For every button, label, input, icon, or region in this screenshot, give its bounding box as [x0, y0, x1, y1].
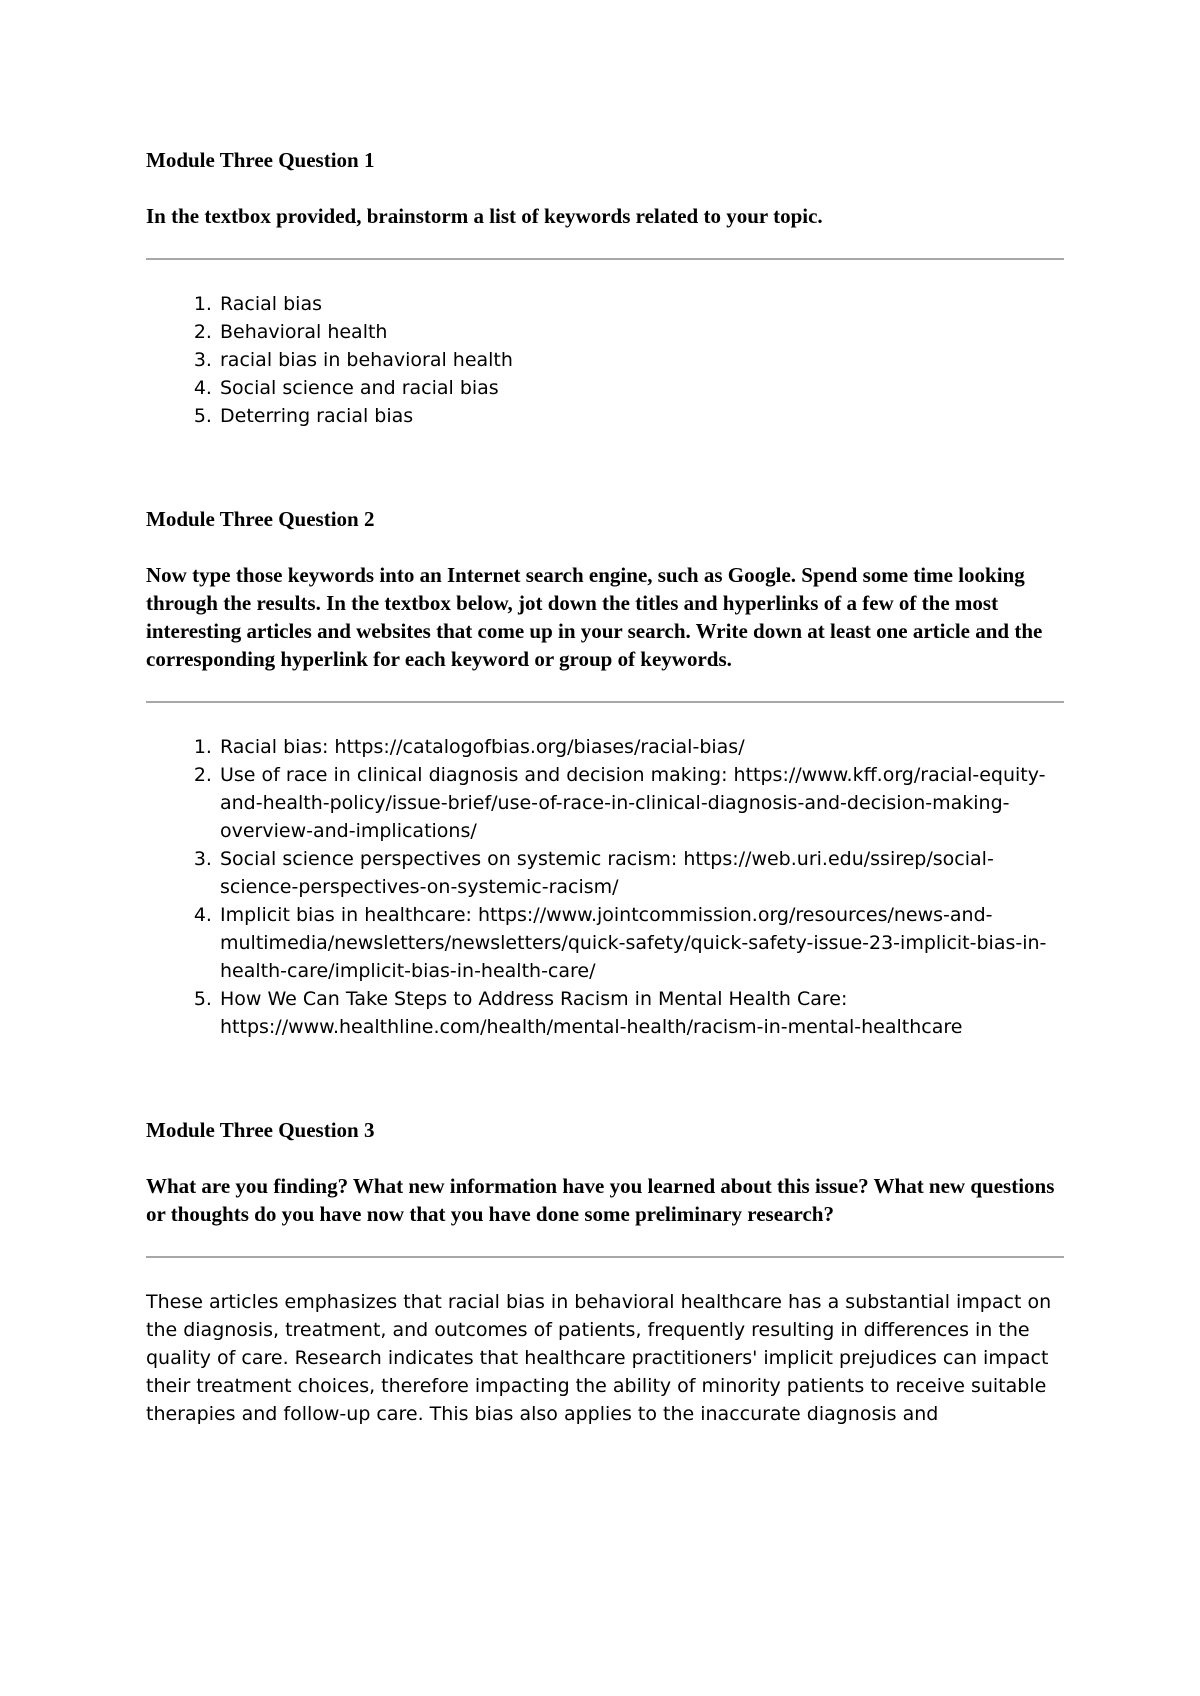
question-3-section — [146, 1116, 1064, 1428]
list-item: 4. Implicit bias in healthcare: https://www.jointcommission.org/resources/news-and-multimedia/newsletters/newsletters/quick-safety/quick-safety-issue-23-implicit-bias-in-health-care/implicit-bias-in-health-care/ — [218, 901, 1064, 985]
question-2-heading: Module Three Question 2 — [146, 507, 375, 531]
question-1-section — [146, 146, 1064, 430]
question-2-answer-list — [146, 733, 1064, 1041]
document-page — [146, 146, 1064, 1428]
question-1-divider — [146, 258, 1064, 260]
list-item: 1. Racial bias — [218, 290, 1064, 318]
question-2-divider — [146, 701, 1064, 703]
list-item: 3. racial bias in behavioral health — [218, 346, 1064, 374]
question-3-prompt: What are you finding? What new information have you learned about this issue? What new questions or thoughts do you have now that you have done some preliminary research? — [146, 1174, 1055, 1226]
list-item: 1. Racial bias: https://catalogofbias.org/biases/racial-bias/ — [218, 733, 1064, 761]
question-1-heading: Module Three Question 1 — [146, 148, 375, 172]
question-2-section — [146, 505, 1064, 1041]
list-item: 5. How We Can Take Steps to Address Racism in Mental Health Care: https://www.healthline.com/health/mental-health/racism-in-mental-healthcare — [218, 985, 1064, 1041]
list-item: 2. Use of race in clinical diagnosis and decision making: https://www.kff.org/racial-equity-and-health-policy/issue-brief/use-of-race-in-clinical-diagnosis-and-decision-making-overview-and-implications/ — [218, 761, 1064, 845]
question-3-answer: These articles emphasizes that racial bias in behavioral healthcare has a substantial impact on the diagnosis, treatment, and outcomes of patients, frequently resulting in differences in the quality of care. Research indicates that healthcare practitioners' implicit prejudices can impact their treatment choices, therefore impacting the ability of minority patients to receive suitable therapies and follow-up care. This bias also applies to the inaccurate diagnosis and — [146, 1291, 1052, 1425]
section-spacer — [146, 1041, 1064, 1116]
list-item: 2. Behavioral health — [218, 318, 1064, 346]
section-spacer — [146, 430, 1064, 505]
list-item: 3. Social science perspectives on systemic racism: https://web.uri.edu/ssirep/social-science-perspectives-on-systemic-racism/ — [218, 845, 1064, 901]
list-item: 5. Deterring racial bias — [218, 402, 1064, 430]
question-2-prompt: Now type those keywords into an Internet search engine, such as Google. Spend some time looking through the results. In the textbox below, jot down the titles and hyperlinks of a few of the most interesting articles and websites that come up in your search. Write down at least one article and the corresponding hyperlink for each keyword or group of keywords. — [146, 563, 1043, 671]
question-1-prompt: In the textbox provided, brainstorm a list of keywords related to your topic. — [146, 204, 823, 228]
question-3-divider — [146, 1256, 1064, 1258]
question-3-heading: Module Three Question 3 — [146, 1118, 375, 1142]
question-1-answer-list — [146, 290, 1064, 430]
list-item: 4. Social science and racial bias — [218, 374, 1064, 402]
